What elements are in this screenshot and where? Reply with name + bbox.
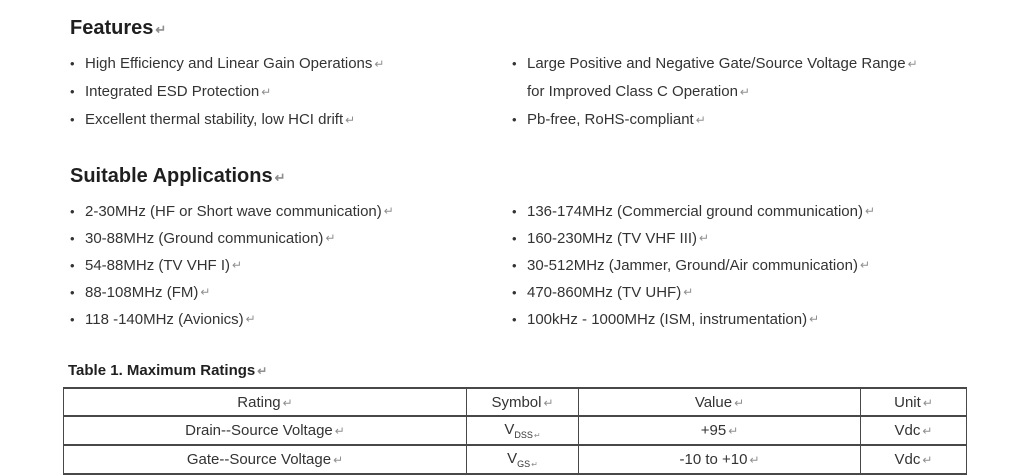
bullet-icon: • bbox=[70, 56, 75, 71]
value-cell bbox=[579, 416, 861, 445]
header-label: Unit bbox=[894, 393, 921, 411]
paragraph-mark-icon: ↵ bbox=[383, 204, 394, 218]
list-item bbox=[512, 198, 1031, 225]
bullet-icon: • bbox=[512, 112, 517, 127]
symbol-cell bbox=[467, 445, 579, 474]
paragraph-mark-icon: ↵ bbox=[333, 453, 344, 467]
ratings-table-section bbox=[0, 361, 1031, 475]
column-header-unit bbox=[861, 388, 967, 416]
column-header-value bbox=[579, 388, 861, 416]
bullet-icon: • bbox=[512, 285, 517, 300]
table-title bbox=[68, 361, 1031, 381]
paragraph-mark-icon: ↵ bbox=[274, 170, 286, 185]
paragraph-mark-icon: ↵ bbox=[809, 312, 820, 326]
rating-label: Drain--Source Voltage bbox=[185, 422, 333, 439]
applications-columns bbox=[70, 198, 1031, 333]
paragraph-mark-icon: ↵ bbox=[739, 85, 750, 99]
application-text: 470-860MHz (TV UHF) bbox=[527, 284, 682, 301]
feature-text: High Efficiency and Linear Gain Operations bbox=[85, 55, 373, 72]
list-item bbox=[512, 50, 1031, 106]
paragraph-mark-icon: ↵ bbox=[922, 453, 933, 467]
application-text: 54-88MHz (TV VHF I) bbox=[85, 257, 231, 274]
feature-text: Integrated ESD Protection bbox=[85, 83, 260, 100]
bullet-icon: • bbox=[512, 258, 517, 273]
rating-cell bbox=[64, 416, 467, 445]
list-item bbox=[70, 50, 506, 78]
bullet-icon: • bbox=[512, 231, 517, 246]
symbol-cell bbox=[467, 416, 579, 445]
bullet-icon: • bbox=[70, 204, 75, 219]
rating-cell bbox=[64, 445, 467, 474]
paragraph-mark-icon: ↵ bbox=[734, 395, 745, 410]
paragraph-mark-icon: ↵ bbox=[907, 57, 918, 71]
application-text: 118 -140MHz (Avionics) bbox=[85, 311, 244, 328]
paragraph-mark-icon: ↵ bbox=[922, 424, 933, 438]
list-item bbox=[70, 279, 506, 306]
features-columns bbox=[70, 50, 1031, 134]
application-text: 88-108MHz (FM) bbox=[85, 284, 199, 301]
paragraph-mark-icon: ↵ bbox=[749, 453, 760, 467]
value-cell bbox=[579, 445, 861, 474]
paragraph-mark-icon: ↵ bbox=[695, 113, 706, 127]
list-item bbox=[512, 279, 1031, 306]
application-text: 100kHz - 1000MHz (ISM, instrumentation) bbox=[527, 311, 808, 328]
bullet-icon: • bbox=[512, 204, 517, 219]
unit-cell bbox=[861, 416, 967, 445]
bullet-icon: • bbox=[70, 312, 75, 327]
paragraph-mark-icon: ↵ bbox=[728, 424, 739, 438]
list-item bbox=[70, 225, 506, 252]
unit-text: Vdc bbox=[894, 422, 921, 439]
list-item bbox=[512, 106, 1031, 134]
list-item bbox=[512, 306, 1031, 333]
column-header-symbol bbox=[467, 388, 579, 416]
paragraph-mark-icon: ↵ bbox=[261, 85, 272, 99]
list-item bbox=[70, 78, 506, 106]
bullet-icon: • bbox=[70, 258, 75, 273]
column-header-rating bbox=[64, 388, 467, 416]
paragraph-mark-icon: ↵ bbox=[864, 204, 876, 218]
applications-right-column bbox=[506, 198, 1031, 333]
bullet-icon: • bbox=[512, 56, 517, 71]
application-text: 160-230MHz (TV VHF III) bbox=[527, 230, 698, 247]
application-text: 30-512MHz (Jammer, Ground/Air communication) bbox=[527, 257, 858, 274]
applications-title: Suitable Applications bbox=[70, 165, 273, 187]
feature-text-line bbox=[527, 50, 918, 78]
table-row bbox=[64, 416, 967, 445]
bullet-icon: • bbox=[70, 231, 75, 246]
paragraph-mark-icon: ↵ bbox=[699, 231, 710, 245]
value-text: +95 bbox=[700, 422, 727, 439]
symbol-subscript: GS bbox=[517, 459, 531, 469]
unit-text: Vdc bbox=[894, 451, 921, 468]
rating-label: Gate--Source Voltage bbox=[186, 451, 332, 468]
paragraph-mark-icon: ↵ bbox=[922, 395, 933, 410]
applications-left-list bbox=[70, 198, 506, 333]
unit-cell bbox=[861, 445, 967, 474]
paragraph-mark-icon: ↵ bbox=[543, 395, 554, 410]
application-text: 2-30MHz (HF or Short wave communication) bbox=[85, 203, 382, 220]
table-title-text: Table 1. Maximum Ratings bbox=[68, 362, 256, 379]
symbol-subscript: DSS bbox=[514, 430, 533, 440]
features-left-list bbox=[70, 50, 506, 134]
symbol-base: V bbox=[504, 421, 515, 438]
application-text: 30-88MHz (Ground communication) bbox=[85, 230, 324, 247]
features-heading bbox=[70, 0, 1031, 42]
features-right-column bbox=[506, 50, 1031, 134]
paragraph-mark-icon: ↵ bbox=[200, 285, 211, 299]
list-item bbox=[70, 106, 506, 134]
paragraph-mark-icon: ↵ bbox=[531, 460, 538, 469]
feature-text: Large Positive and Negative Gate/Source Voltage Range bbox=[527, 55, 906, 72]
list-item bbox=[70, 198, 506, 225]
paragraph-mark-icon: ↵ bbox=[155, 22, 167, 37]
paragraph-mark-icon: ↵ bbox=[683, 285, 694, 299]
list-item bbox=[70, 252, 506, 279]
applications-heading bbox=[70, 164, 1031, 190]
list-item bbox=[512, 252, 1031, 279]
paragraph-mark-icon: ↵ bbox=[245, 312, 256, 326]
paragraph-mark-icon: ↵ bbox=[325, 231, 336, 245]
paragraph-mark-icon: ↵ bbox=[334, 424, 345, 438]
bullet-icon: • bbox=[70, 84, 75, 99]
paragraph-mark-icon: ↵ bbox=[232, 258, 243, 272]
list-item bbox=[512, 225, 1031, 252]
paragraph-mark-icon: ↵ bbox=[282, 395, 293, 410]
paragraph-mark-icon: ↵ bbox=[374, 57, 385, 71]
feature-text: Pb-free, RoHS-compliant bbox=[527, 111, 694, 128]
list-item bbox=[70, 306, 506, 333]
feature-text: for Improved Class C Operation bbox=[527, 83, 738, 100]
feature-text-wrapped bbox=[527, 50, 918, 106]
applications-right-list bbox=[512, 198, 1031, 333]
paragraph-mark-icon: ↵ bbox=[257, 364, 268, 378]
bullet-icon: • bbox=[70, 285, 75, 300]
features-left-column bbox=[70, 50, 506, 134]
bullet-icon: • bbox=[70, 112, 75, 127]
table-header-row bbox=[64, 388, 967, 416]
applications-left-column bbox=[70, 198, 506, 333]
header-label: Rating bbox=[237, 393, 281, 411]
header-label: Value bbox=[694, 393, 733, 411]
application-text: 136-174MHz (Commercial ground communication) bbox=[527, 203, 863, 220]
header-label: Symbol bbox=[491, 393, 542, 411]
paragraph-mark-icon: ↵ bbox=[859, 258, 871, 272]
table-row bbox=[64, 445, 967, 474]
value-text: -10 to +10 bbox=[679, 451, 748, 468]
maximum-ratings-table bbox=[63, 387, 967, 475]
feature-text-line bbox=[527, 78, 918, 106]
bullet-icon: • bbox=[512, 312, 517, 327]
symbol-base: V bbox=[507, 450, 518, 467]
features-right-list bbox=[512, 50, 1031, 134]
paragraph-mark-icon: ↵ bbox=[345, 113, 356, 127]
feature-text: Excellent thermal stability, low HCI drift bbox=[85, 111, 344, 128]
paragraph-mark-icon: ↵ bbox=[533, 431, 541, 440]
features-title: Features bbox=[70, 17, 154, 39]
